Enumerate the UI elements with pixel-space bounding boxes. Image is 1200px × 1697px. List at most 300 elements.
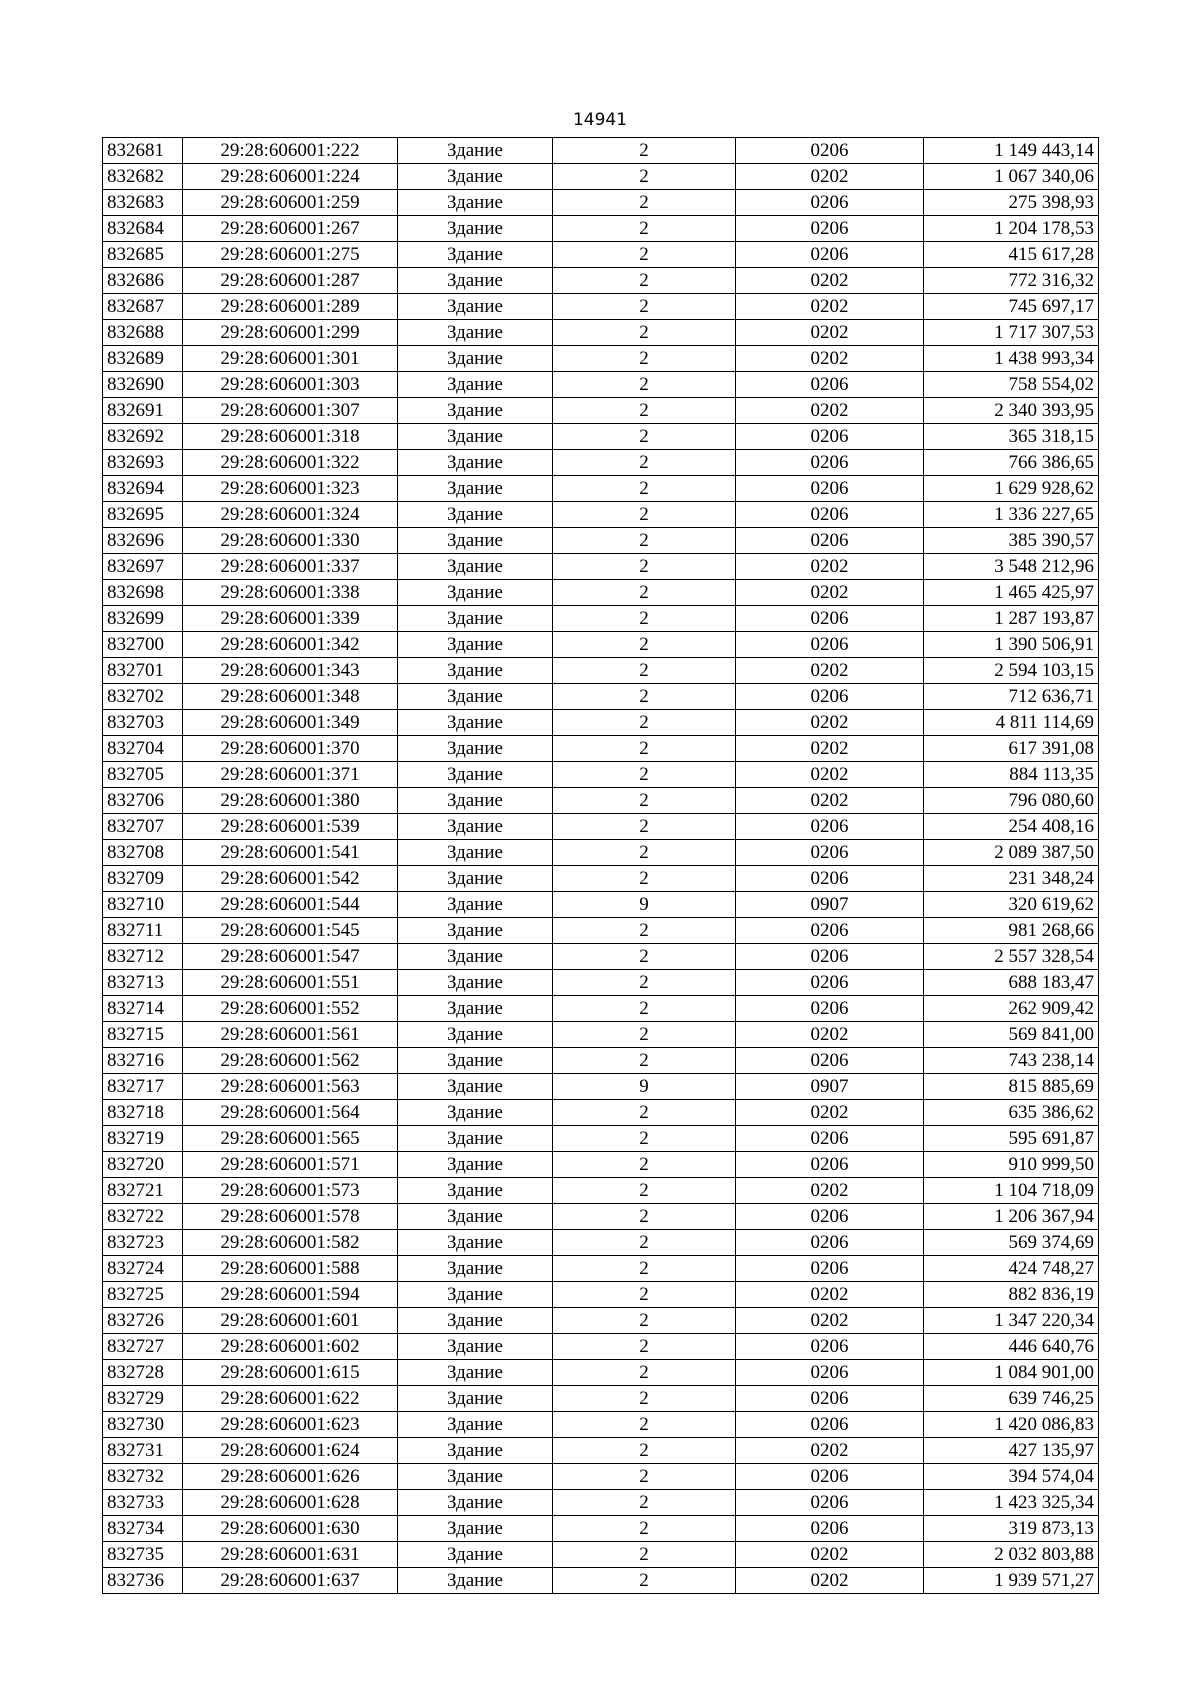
record-number-cell: 832690 <box>103 372 183 398</box>
record-number-cell: 832731 <box>103 1438 183 1464</box>
subgroup-code-cell: 0202 <box>736 736 924 762</box>
subgroup-code-cell: 0202 <box>736 1178 924 1204</box>
subgroup-code-cell: 0206 <box>736 372 924 398</box>
record-number-cell: 832689 <box>103 346 183 372</box>
object-type-cell: Здание <box>398 450 553 476</box>
group-code-cell: 2 <box>553 632 736 658</box>
table-row <box>103 788 1099 814</box>
record-number-cell: 832707 <box>103 814 183 840</box>
object-type-cell: Здание <box>398 1490 553 1516</box>
object-type-cell: Здание <box>398 1438 553 1464</box>
cadastral-value-cell: 882 836,19 <box>924 1282 1099 1308</box>
record-number-cell: 832688 <box>103 320 183 346</box>
group-code-cell: 2 <box>553 1360 736 1386</box>
record-number-cell: 832728 <box>103 1360 183 1386</box>
record-number-cell: 832712 <box>103 944 183 970</box>
cadastral-value-cell: 231 348,24 <box>924 866 1099 892</box>
group-code-cell: 2 <box>553 1386 736 1412</box>
table-row <box>103 1438 1099 1464</box>
table-row <box>103 762 1099 788</box>
record-number-cell: 832723 <box>103 1230 183 1256</box>
object-type-cell: Здание <box>398 632 553 658</box>
table-row <box>103 1360 1099 1386</box>
record-number-cell: 832693 <box>103 450 183 476</box>
subgroup-code-cell: 0202 <box>736 1542 924 1568</box>
subgroup-code-cell: 0206 <box>736 996 924 1022</box>
table-row <box>103 970 1099 996</box>
group-code-cell: 2 <box>553 1022 736 1048</box>
subgroup-code-cell: 0202 <box>736 580 924 606</box>
cadastral-number-cell: 29:28:606001:551 <box>183 970 398 996</box>
subgroup-code-cell: 0206 <box>736 1230 924 1256</box>
cadastral-value-cell: 1 347 220,34 <box>924 1308 1099 1334</box>
cadastral-number-cell: 29:28:606001:571 <box>183 1152 398 1178</box>
cadastral-value-cell: 1 423 325,34 <box>924 1490 1099 1516</box>
object-type-cell: Здание <box>398 788 553 814</box>
cadastral-value-cell: 1 629 928,62 <box>924 476 1099 502</box>
group-code-cell: 2 <box>553 1412 736 1438</box>
subgroup-code-cell: 0202 <box>736 1438 924 1464</box>
cadastral-number-cell: 29:28:606001:582 <box>183 1230 398 1256</box>
record-number-cell: 832726 <box>103 1308 183 1334</box>
subgroup-code-cell: 0206 <box>736 450 924 476</box>
subgroup-code-cell: 0202 <box>736 554 924 580</box>
cadastral-value-cell: 639 746,25 <box>924 1386 1099 1412</box>
cadastral-value-cell: 394 574,04 <box>924 1464 1099 1490</box>
record-number-cell: 832722 <box>103 1204 183 1230</box>
object-type-cell: Здание <box>398 710 553 736</box>
cadastral-value-cell: 1 084 901,00 <box>924 1360 1099 1386</box>
object-type-cell: Здание <box>398 580 553 606</box>
cadastral-value-cell: 1 204 178,53 <box>924 216 1099 242</box>
table-row <box>103 502 1099 528</box>
group-code-cell: 2 <box>553 554 736 580</box>
record-number-cell: 832697 <box>103 554 183 580</box>
subgroup-code-cell: 0206 <box>736 1386 924 1412</box>
cadastral-number-cell: 29:28:606001:303 <box>183 372 398 398</box>
subgroup-code-cell: 0202 <box>736 1308 924 1334</box>
table-row <box>103 866 1099 892</box>
record-number-cell: 832706 <box>103 788 183 814</box>
cadastral-number-cell: 29:28:606001:562 <box>183 1048 398 1074</box>
subgroup-code-cell: 0206 <box>736 1152 924 1178</box>
table-row <box>103 710 1099 736</box>
object-type-cell: Здание <box>398 918 553 944</box>
record-number-cell: 832710 <box>103 892 183 918</box>
subgroup-code-cell: 0202 <box>736 294 924 320</box>
subgroup-code-cell: 0206 <box>736 814 924 840</box>
cadastral-number-cell: 29:28:606001:545 <box>183 918 398 944</box>
group-code-cell: 2 <box>553 320 736 346</box>
cadastral-value-cell: 712 636,71 <box>924 684 1099 710</box>
cadastral-number-cell: 29:28:606001:622 <box>183 1386 398 1412</box>
cadastral-value-cell: 981 268,66 <box>924 918 1099 944</box>
group-code-cell: 2 <box>553 1178 736 1204</box>
cadastral-number-cell: 29:28:606001:323 <box>183 476 398 502</box>
table-row <box>103 996 1099 1022</box>
group-code-cell: 2 <box>553 684 736 710</box>
cadastral-number-cell: 29:28:606001:542 <box>183 866 398 892</box>
object-type-cell: Здание <box>398 1048 553 1074</box>
table-row <box>103 450 1099 476</box>
object-type-cell: Здание <box>398 216 553 242</box>
subgroup-code-cell: 0206 <box>736 944 924 970</box>
table-row <box>103 164 1099 190</box>
cadastral-number-cell: 29:28:606001:370 <box>183 736 398 762</box>
group-code-cell: 2 <box>553 164 736 190</box>
object-type-cell: Здание <box>398 840 553 866</box>
cadastral-number-cell: 29:28:606001:259 <box>183 190 398 216</box>
cadastral-number-cell: 29:28:606001:547 <box>183 944 398 970</box>
record-number-cell: 832681 <box>103 138 183 164</box>
subgroup-code-cell: 0206 <box>736 424 924 450</box>
group-code-cell: 2 <box>553 996 736 1022</box>
group-code-cell: 2 <box>553 762 736 788</box>
object-type-cell: Здание <box>398 892 553 918</box>
subgroup-code-cell: 0206 <box>736 502 924 528</box>
table-row <box>103 1256 1099 1282</box>
subgroup-code-cell: 0206 <box>736 1126 924 1152</box>
object-type-cell: Здание <box>398 1282 553 1308</box>
cadastral-number-cell: 29:28:606001:637 <box>183 1568 398 1594</box>
group-code-cell: 2 <box>553 138 736 164</box>
cadastral-number-cell: 29:28:606001:623 <box>183 1412 398 1438</box>
record-number-cell: 832724 <box>103 1256 183 1282</box>
object-type-cell: Здание <box>398 1204 553 1230</box>
cadastral-value-cell: 262 909,42 <box>924 996 1099 1022</box>
table-row <box>103 606 1099 632</box>
cadastral-value-cell: 688 183,47 <box>924 970 1099 996</box>
cadastral-number-cell: 29:28:606001:349 <box>183 710 398 736</box>
cadastral-number-cell: 29:28:606001:339 <box>183 606 398 632</box>
cadastral-value-cell: 319 873,13 <box>924 1516 1099 1542</box>
table-row <box>103 1048 1099 1074</box>
table-row <box>103 1386 1099 1412</box>
subgroup-code-cell: 0206 <box>736 1204 924 1230</box>
cadastral-value-cell: 254 408,16 <box>924 814 1099 840</box>
cadastral-value-cell: 3 548 212,96 <box>924 554 1099 580</box>
cadastral-value-cell: 758 554,02 <box>924 372 1099 398</box>
subgroup-code-cell: 0206 <box>736 1360 924 1386</box>
group-code-cell: 2 <box>553 346 736 372</box>
cadastral-number-cell: 29:28:606001:588 <box>183 1256 398 1282</box>
object-type-cell: Здание <box>398 814 553 840</box>
object-type-cell: Здание <box>398 1256 553 1282</box>
group-code-cell: 2 <box>553 1542 736 1568</box>
object-type-cell: Здание <box>398 658 553 684</box>
table-row <box>103 1152 1099 1178</box>
cadastral-value-cell: 796 080,60 <box>924 788 1099 814</box>
object-type-cell: Здание <box>398 970 553 996</box>
cadastral-number-cell: 29:28:606001:594 <box>183 1282 398 1308</box>
cadastral-value-cell: 427 135,97 <box>924 1438 1099 1464</box>
cadastral-value-cell: 743 238,14 <box>924 1048 1099 1074</box>
cadastral-number-cell: 29:28:606001:287 <box>183 268 398 294</box>
record-number-cell: 832718 <box>103 1100 183 1126</box>
subgroup-code-cell: 0206 <box>736 918 924 944</box>
record-number-cell: 832694 <box>103 476 183 502</box>
cadastral-value-cell: 884 113,35 <box>924 762 1099 788</box>
object-type-cell: Здание <box>398 554 553 580</box>
cadastral-value-cell: 415 617,28 <box>924 242 1099 268</box>
cadastral-number-cell: 29:28:606001:539 <box>183 814 398 840</box>
cadastral-number-cell: 29:28:606001:561 <box>183 1022 398 1048</box>
object-type-cell: Здание <box>398 242 553 268</box>
record-number-cell: 832711 <box>103 918 183 944</box>
subgroup-code-cell: 0202 <box>736 164 924 190</box>
object-type-cell: Здание <box>398 1230 553 1256</box>
record-number-cell: 832696 <box>103 528 183 554</box>
table-row <box>103 632 1099 658</box>
cadastral-number-cell: 29:28:606001:631 <box>183 1542 398 1568</box>
group-code-cell: 2 <box>553 580 736 606</box>
group-code-cell: 9 <box>553 892 736 918</box>
cadastral-number-cell: 29:28:606001:338 <box>183 580 398 606</box>
subgroup-code-cell: 0202 <box>736 1568 924 1594</box>
table-row <box>103 554 1099 580</box>
record-number-cell: 832730 <box>103 1412 183 1438</box>
subgroup-code-cell: 0202 <box>736 398 924 424</box>
cadastral-value-cell: 2 557 328,54 <box>924 944 1099 970</box>
cadastral-value-cell: 1 438 993,34 <box>924 346 1099 372</box>
cadastral-value-cell: 4 811 114,69 <box>924 710 1099 736</box>
cadastral-value-cell: 275 398,93 <box>924 190 1099 216</box>
cadastral-number-cell: 29:28:606001:630 <box>183 1516 398 1542</box>
group-code-cell: 2 <box>553 1438 736 1464</box>
object-type-cell: Здание <box>398 1022 553 1048</box>
group-code-cell: 2 <box>553 398 736 424</box>
record-number-cell: 832715 <box>103 1022 183 1048</box>
table-row <box>103 684 1099 710</box>
object-type-cell: Здание <box>398 1568 553 1594</box>
object-type-cell: Здание <box>398 190 553 216</box>
subgroup-code-cell: 0206 <box>736 1464 924 1490</box>
table-row <box>103 372 1099 398</box>
table-row <box>103 1100 1099 1126</box>
group-code-cell: 2 <box>553 814 736 840</box>
cadastral-number-cell: 29:28:606001:615 <box>183 1360 398 1386</box>
object-type-cell: Здание <box>398 944 553 970</box>
subgroup-code-cell: 0206 <box>736 216 924 242</box>
cadastral-number-cell: 29:28:606001:337 <box>183 554 398 580</box>
cadastral-number-cell: 29:28:606001:573 <box>183 1178 398 1204</box>
table-row <box>103 1204 1099 1230</box>
record-number-cell: 832683 <box>103 190 183 216</box>
subgroup-code-cell: 0206 <box>736 866 924 892</box>
cadastral-number-cell: 29:28:606001:380 <box>183 788 398 814</box>
group-code-cell: 2 <box>553 840 736 866</box>
object-type-cell: Здание <box>398 346 553 372</box>
table-row <box>103 1282 1099 1308</box>
group-code-cell: 2 <box>553 1490 736 1516</box>
cadastral-value-cell: 617 391,08 <box>924 736 1099 762</box>
group-code-cell: 2 <box>553 528 736 554</box>
object-type-cell: Здание <box>398 606 553 632</box>
page-number: 14941 <box>572 110 628 130</box>
record-number-cell: 832700 <box>103 632 183 658</box>
cadastral-number-cell: 29:28:606001:348 <box>183 684 398 710</box>
subgroup-code-cell: 0206 <box>736 476 924 502</box>
cadastral-number-cell: 29:28:606001:342 <box>183 632 398 658</box>
cadastral-number-cell: 29:28:606001:626 <box>183 1464 398 1490</box>
table-row <box>103 216 1099 242</box>
record-number-cell: 832719 <box>103 1126 183 1152</box>
table-row <box>103 1568 1099 1594</box>
cadastral-value-cell: 320 619,62 <box>924 892 1099 918</box>
subgroup-code-cell: 0206 <box>736 1048 924 1074</box>
subgroup-code-cell: 0206 <box>736 840 924 866</box>
object-type-cell: Здание <box>398 1152 553 1178</box>
cadastral-value-cell: 2 032 803,88 <box>924 1542 1099 1568</box>
object-type-cell: Здание <box>398 1516 553 1542</box>
cadastral-value-cell: 569 374,69 <box>924 1230 1099 1256</box>
table-row <box>103 528 1099 554</box>
registry-table <box>102 137 1099 1594</box>
record-number-cell: 832735 <box>103 1542 183 1568</box>
subgroup-code-cell: 0202 <box>736 346 924 372</box>
cadastral-number-cell: 29:28:606001:330 <box>183 528 398 554</box>
object-type-cell: Здание <box>398 1360 553 1386</box>
cadastral-number-cell: 29:28:606001:552 <box>183 996 398 1022</box>
record-number-cell: 832713 <box>103 970 183 996</box>
subgroup-code-cell: 0907 <box>736 892 924 918</box>
object-type-cell: Здание <box>398 1412 553 1438</box>
record-number-cell: 832691 <box>103 398 183 424</box>
subgroup-code-cell: 0202 <box>736 710 924 736</box>
record-number-cell: 832703 <box>103 710 183 736</box>
registry-table-body <box>103 138 1099 1594</box>
group-code-cell: 2 <box>553 1126 736 1152</box>
record-number-cell: 832714 <box>103 996 183 1022</box>
subgroup-code-cell: 0202 <box>736 1282 924 1308</box>
cadastral-number-cell: 29:28:606001:222 <box>183 138 398 164</box>
object-type-cell: Здание <box>398 528 553 554</box>
record-number-cell: 832716 <box>103 1048 183 1074</box>
object-type-cell: Здание <box>398 996 553 1022</box>
group-code-cell: 2 <box>553 710 736 736</box>
table-row <box>103 190 1099 216</box>
subgroup-code-cell: 0202 <box>736 1022 924 1048</box>
object-type-cell: Здание <box>398 476 553 502</box>
subgroup-code-cell: 0206 <box>736 1256 924 1282</box>
subgroup-code-cell: 0202 <box>736 658 924 684</box>
object-type-cell: Здание <box>398 1386 553 1412</box>
subgroup-code-cell: 0206 <box>736 1516 924 1542</box>
object-type-cell: Здание <box>398 1542 553 1568</box>
cadastral-value-cell: 745 697,17 <box>924 294 1099 320</box>
subgroup-code-cell: 0202 <box>736 1100 924 1126</box>
group-code-cell: 2 <box>553 1464 736 1490</box>
object-type-cell: Здание <box>398 320 553 346</box>
record-number-cell: 832727 <box>103 1334 183 1360</box>
table-row <box>103 346 1099 372</box>
subgroup-code-cell: 0206 <box>736 1334 924 1360</box>
table-row <box>103 658 1099 684</box>
cadastral-value-cell: 1 390 506,91 <box>924 632 1099 658</box>
object-type-cell: Здание <box>398 268 553 294</box>
record-number-cell: 832704 <box>103 736 183 762</box>
group-code-cell: 2 <box>553 788 736 814</box>
group-code-cell: 2 <box>553 658 736 684</box>
table-row <box>103 476 1099 502</box>
cadastral-number-cell: 29:28:606001:578 <box>183 1204 398 1230</box>
cadastral-value-cell: 2 594 103,15 <box>924 658 1099 684</box>
cadastral-number-cell: 29:28:606001:224 <box>183 164 398 190</box>
table-row <box>103 1464 1099 1490</box>
cadastral-value-cell: 1 104 718,09 <box>924 1178 1099 1204</box>
object-type-cell: Здание <box>398 736 553 762</box>
record-number-cell: 832682 <box>103 164 183 190</box>
record-number-cell: 832736 <box>103 1568 183 1594</box>
cadastral-value-cell: 569 841,00 <box>924 1022 1099 1048</box>
table-row <box>103 1490 1099 1516</box>
object-type-cell: Здание <box>398 1464 553 1490</box>
group-code-cell: 2 <box>553 1256 736 1282</box>
table-row <box>103 944 1099 970</box>
group-code-cell: 2 <box>553 1230 736 1256</box>
group-code-cell: 2 <box>553 216 736 242</box>
table-row <box>103 1516 1099 1542</box>
object-type-cell: Здание <box>398 138 553 164</box>
table-row <box>103 736 1099 762</box>
record-number-cell: 832695 <box>103 502 183 528</box>
table-row <box>103 918 1099 944</box>
table-row <box>103 1074 1099 1100</box>
table-row <box>103 1022 1099 1048</box>
object-type-cell: Здание <box>398 1126 553 1152</box>
subgroup-code-cell: 0202 <box>736 320 924 346</box>
object-type-cell: Здание <box>398 1334 553 1360</box>
cadastral-number-cell: 29:28:606001:307 <box>183 398 398 424</box>
record-number-cell: 832686 <box>103 268 183 294</box>
object-type-cell: Здание <box>398 294 553 320</box>
cadastral-number-cell: 29:28:606001:563 <box>183 1074 398 1100</box>
table-row <box>103 424 1099 450</box>
group-code-cell: 2 <box>553 502 736 528</box>
record-number-cell: 832684 <box>103 216 183 242</box>
record-number-cell: 832717 <box>103 1074 183 1100</box>
table-row <box>103 1230 1099 1256</box>
group-code-cell: 2 <box>553 1152 736 1178</box>
group-code-cell: 2 <box>553 1048 736 1074</box>
group-code-cell: 2 <box>553 736 736 762</box>
group-code-cell: 2 <box>553 866 736 892</box>
subgroup-code-cell: 0907 <box>736 1074 924 1100</box>
table-row <box>103 1126 1099 1152</box>
cadastral-number-cell: 29:28:606001:564 <box>183 1100 398 1126</box>
object-type-cell: Здание <box>398 1308 553 1334</box>
group-code-cell: 2 <box>553 918 736 944</box>
table-row <box>103 1178 1099 1204</box>
group-code-cell: 2 <box>553 606 736 632</box>
cadastral-number-cell: 29:28:606001:324 <box>183 502 398 528</box>
object-type-cell: Здание <box>398 372 553 398</box>
cadastral-value-cell: 815 885,69 <box>924 1074 1099 1100</box>
object-type-cell: Здание <box>398 502 553 528</box>
cadastral-number-cell: 29:28:606001:289 <box>183 294 398 320</box>
group-code-cell: 2 <box>553 970 736 996</box>
object-type-cell: Здание <box>398 1100 553 1126</box>
cadastral-value-cell: 2 089 387,50 <box>924 840 1099 866</box>
cadastral-value-cell: 910 999,50 <box>924 1152 1099 1178</box>
record-number-cell: 832729 <box>103 1386 183 1412</box>
cadastral-number-cell: 29:28:606001:371 <box>183 762 398 788</box>
cadastral-number-cell: 29:28:606001:299 <box>183 320 398 346</box>
record-number-cell: 832698 <box>103 580 183 606</box>
record-number-cell: 832721 <box>103 1178 183 1204</box>
cadastral-number-cell: 29:28:606001:628 <box>183 1490 398 1516</box>
table-row <box>103 242 1099 268</box>
